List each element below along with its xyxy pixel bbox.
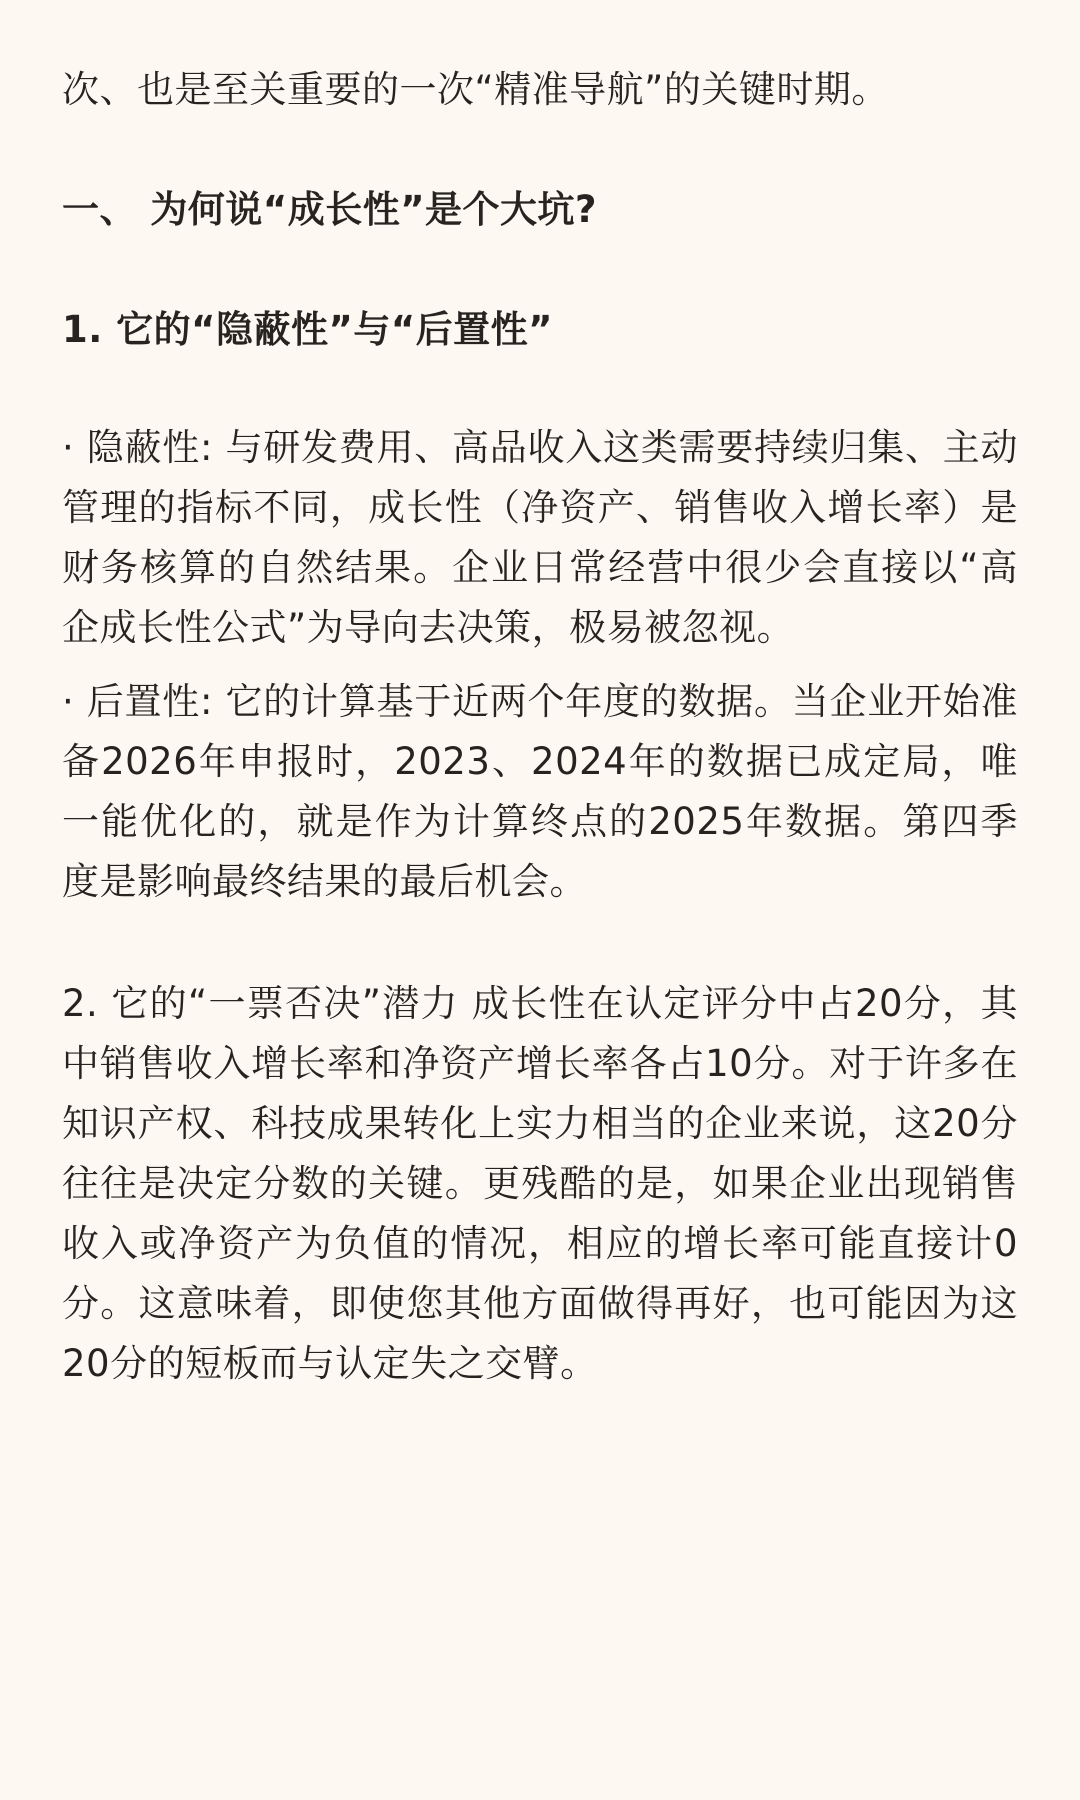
bullet-lag-paragraph: · 后置性: 它的计算基于近两个年度的数据。当企业开始准备2026年申报时，2023、2024年的数据已成定局，唯一能优化的，就是作为计算终点的2025年数据。第四季度是影响最终结果的最后机会。 xyxy=(62,680,1018,903)
subsection-2-paragraph: 2. 它的“一票否决”潜力 成长性在认定评分中占20分，其中销售收入增长率和净资产增长率各占10分。对于许多在知识产权、科技成果转化上实力相当的企业来说，这20分往往是决定分数的关键。更残酷的是，如果企业出现销售收入或净资产为负值的情况，相应的增长率可能直接计0分。这意味着，即使您其他方面做得再好，也可能因为这20分的短板而与认定失之交臂。 xyxy=(62,982,1018,1385)
subsection-1-heading: 1. 它的“隐蔽性”与“后置性” xyxy=(62,308,553,351)
section-1-heading: 一、 为何说“成长性”是个大坑? xyxy=(62,188,597,231)
intro-paragraph: 次、也是至关重要的一次“精准导航”的关键时期。 xyxy=(62,68,889,111)
bullet-hidden-paragraph: · 隐蔽性: 与研发费用、高品收入这类需要持续归集、主动管理的指标不同，成长性（净资产、销售收入增长率）是财务核算的自然结果。企业日常经营中很少会直接以“高企成长性公式”为导向去决策，极易被忽视。 xyxy=(62,426,1018,649)
